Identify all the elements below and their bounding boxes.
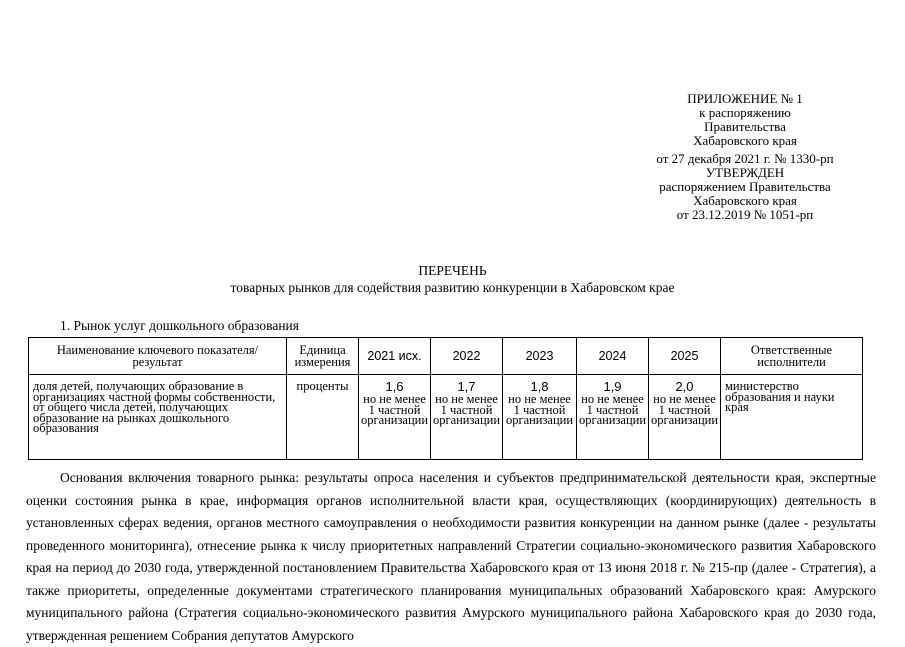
header-executors: Ответственные исполнители (721, 338, 863, 375)
appendix-line: к распоряжению (699, 105, 791, 120)
header-2024: 2024 (577, 338, 649, 375)
body-paragraph: Основания включения товарного рынка: результаты опроса населения и субъектов предпринимательской деятельности края, экспертные оценки состояния рынка в крае, информация органов исполнительной власти края, осуществляющих (координирующих) деятельность в установленных сферах ведения, органов местного самоуправления о необходимости развития конкуренции на данном рынке (далее - результаты проведенного мониторинга), отнесение рынка к числу приоритетных направлений Стратегии социально-экономического развития Хабаровского края на период до 2030 года, утвержденной постановлением Правительства Хабаровского края от 13 июня 2018 г. № 215-пр (далее - Стратегия), а также приоритеты, определенные документами стратегического планирования муниципальных образований Хабаровского края: Амурского муниципального района (Стратегия социально-экономического развития Амурского муниципального района Хабаровского края до 2030 года, утвержденная решением Собрания депутатов Амурского (26, 470, 876, 643)
appendix-date: от 27 декабря 2021 г. № 1330-рп (656, 151, 834, 166)
header-indicator: Наименование ключевого показателя/результат (29, 338, 287, 375)
approved-line: распоряжением Правительства (659, 179, 831, 194)
table-header-row (29, 338, 863, 375)
cell-unit: проценты (287, 375, 359, 460)
cell-2025: 2,0 но не менее 1 частной организации (649, 375, 721, 460)
appendix-title: ПРИЛОЖЕНИЕ № 1 (687, 91, 803, 106)
appendix-line: Хабаровского края (693, 133, 797, 148)
header-unit: Единица измерения (287, 338, 359, 375)
section-heading: 1. Рынок услуг дошкольного образования (60, 318, 299, 333)
approved-date: от 23.12.2019 № 1051-рп (676, 207, 814, 222)
approved-label: УТВЕРЖДЕН (705, 165, 785, 180)
cell-2021: 1,6 но не менее 1 частной организации (359, 375, 431, 460)
cell-2024: 1,9 но не менее 1 частной организации (577, 375, 649, 460)
header-2023: 2023 (503, 338, 577, 375)
cell-2023: 1,8 но не менее 1 частной организации (503, 375, 577, 460)
cell-indicator: доля детей, получающих образование в организациях частной формы собственности, от общего числа детей, получающих образование на рынках дошкольного образования (29, 375, 287, 460)
header-2025: 2025 (649, 338, 721, 375)
body-text (26, 467, 876, 647)
cell-2022: 1,7 но не менее 1 частной организации (431, 375, 503, 460)
indicator-table (28, 337, 863, 460)
title-sub: товарных рынков для содействия развитию конкуренции в Хабаровском крае (230, 280, 675, 295)
cell-executor: министерство образования и науки края (721, 375, 863, 460)
header-2022: 2022 (431, 338, 503, 375)
document-title (0, 262, 905, 296)
title-main: ПЕРЕЧЕНЬ (418, 263, 487, 278)
appendix-line: Правительства (704, 119, 786, 134)
approved-line: Хабаровского края (693, 193, 797, 208)
header-2021: 2021 исх. (359, 338, 431, 375)
appendix-block (610, 92, 880, 222)
table-row (29, 375, 863, 460)
